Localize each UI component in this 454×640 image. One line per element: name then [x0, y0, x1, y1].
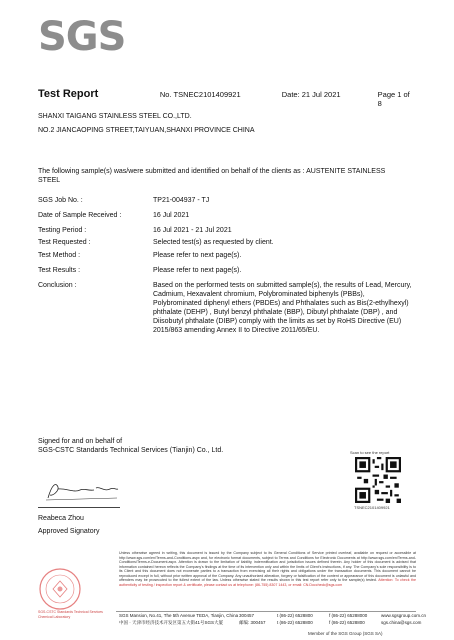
client-name: SHANXI TAIGANG STAINLESS STEEL CO.,LTD.: [38, 113, 192, 120]
report-number: No. TSNEC2101409921: [159, 90, 241, 99]
field-date-received: [38, 211, 415, 220]
telephone: t (86-22) 6528800: [277, 620, 313, 625]
signed-on-behalf: [38, 437, 223, 455]
address: 中国 · 天津市经济技术开发区第五大街41号SGS大厦: [119, 620, 224, 625]
field-test-method: [38, 251, 415, 260]
signature-line: [38, 507, 120, 508]
sample-statement: The following sample(s) was/were submitted and identified on behalf of the clients as : AUSTENITE STAINLESS STEEL: [38, 168, 386, 184]
qr-report-number: TSNEC2101409921: [354, 505, 390, 510]
sgs-logo-text: SGS: [38, 14, 126, 60]
report-title: Test Report: [38, 88, 99, 100]
disclaimer-main: Unless otherwise agreed in writing, this document is issued by the Company subject to its General Conditions of Service printed overleaf, available on request or accessible at http://www.sgs.com/en/Terms-and-Conditions.aspx and, for electronic format documents, subject to Terms and Conditions for Electronic Documents at http://www.sgs.com/en/Terms-and-Conditions/Terms-e-Document.aspx. Attention is drawn to the limitation of liability, indemnification and jurisdiction issues defined therein. Any holder of this document is advised that information contained hereon reflects the Company's findings at the time of its intervention only and within the limits of Client's instructions, if any. The Company's sole responsibility is to its Client and this document does not exonerate parties to a transaction from exercising all their rights and obligations under the transaction documents. This document cannot be reproduced except in full, without prior written approval of the Company. Any unauthorized alteration, forgery or falsification of the content or appearance of this document is unlawful and offenders may be prosecuted to the fullest extent of the law. Unless otherwise stated the results shown in this test report refer only to the sample(s) tested.: [119, 551, 416, 582]
report-date: Date: 21 Jul 2021: [281, 90, 341, 99]
signer-name: Reabeca Zhou: [38, 515, 84, 522]
footer-divider: [116, 611, 416, 612]
handwritten-signature: [44, 478, 119, 504]
lab-stamp-text: [38, 610, 103, 620]
field-value: Please refer to next page(s).: [153, 252, 242, 259]
fax: f (86-22) 6528800: [329, 620, 365, 625]
zip: 邮编: 300457: [239, 620, 266, 625]
field-value: 16 Jul 2021 - 21 Jul 2021: [153, 227, 232, 234]
field-label: SGS Job No. :: [38, 197, 83, 204]
field-label: Testing Period :: [38, 227, 87, 234]
field-test-requested: [38, 238, 415, 247]
stamp-line-2: Chemical Laboratory: [38, 615, 71, 619]
signed-line-2: SGS-CSTC Standards Technical Services (Tianjin) Co., Ltd.: [38, 447, 224, 454]
field-conclusion: [38, 281, 415, 335]
sgs-member-note: Member of the SGS Group (SGS SA): [308, 631, 383, 636]
email-link[interactable]: sgs.china@sgs.com: [381, 620, 422, 625]
lab-seal-icon: [38, 567, 82, 611]
field-label: Test Method :: [38, 252, 81, 259]
signer-title: Approved Signatory: [38, 528, 100, 535]
field-label: Test Results :: [38, 267, 81, 274]
legal-disclaimer: [119, 551, 416, 587]
telephone: t (86-22) 6528800: [277, 613, 313, 618]
conclusion-text: Based on the performed tests on submitted sample(s), the results of Lead, Mercury, Cadmium, Hexavalent chromium, Polybrominated biphenyls (PBBs), Polybrominated diphenyl ethers (PBDEs) and Phthalates such as Bis(2-ethylhexyl) phthalate (DEHP) , Butyl benzyl phthalate (BBP), Dibutyl phthalate (DBP) , and Diisobutyl phthalate (DIBP) comply with the limits as set by RoHS Directive (EU) 2015/863 amending Annex II to Directive 2011/65/EU.: [153, 282, 412, 334]
field-value: Selected test(s) as requested by client.: [153, 239, 274, 246]
field-label: Date of Sample Received :: [38, 212, 122, 219]
address: SGS Mansion, No.41, The 5th Avenue TEDA, Tianjin, China: [119, 613, 239, 618]
qr-caption: Scan to see the report: [350, 450, 390, 455]
signed-line-1: Signed for and on behalf of: [38, 438, 123, 445]
sgs-logo: [38, 12, 126, 62]
field-job-no: [38, 196, 415, 205]
field-label: Conclusion :: [38, 282, 77, 289]
report-header: [38, 88, 416, 108]
footer-address-en: [119, 613, 427, 618]
fax: f (86-22) 65288000: [329, 613, 368, 618]
field-value: TP21-004937 - TJ: [153, 197, 210, 204]
zip: 300457: [239, 613, 255, 618]
client-address: NO.2 JIANCAOPING STREET,TAIYUAN,SHANXI PROVINCE CHINA: [38, 127, 255, 134]
field-label: Test Requested :: [38, 239, 91, 246]
field-value: Please refer to next page(s).: [153, 267, 242, 274]
disclaimer-attention: Attention: To check the authenticity of testing / inspection report & certificate, please contact us at telephone: (86-755) 8307 1443, or email: CN.Doccheck@sgs.com: [119, 578, 416, 587]
stamp-line-1: SGS-CSTC Standards Technical Services: [38, 610, 103, 614]
qr-code-icon[interactable]: [355, 457, 401, 503]
website-link[interactable]: www.sgsgroup.com.cn: [381, 613, 427, 618]
field-test-results: [38, 266, 415, 275]
page-indicator: Page 1 of 8: [377, 90, 410, 108]
field-value: 16 Jul 2021: [153, 212, 190, 219]
footer-address-cn: [119, 620, 421, 626]
field-testing-period: [38, 226, 415, 235]
